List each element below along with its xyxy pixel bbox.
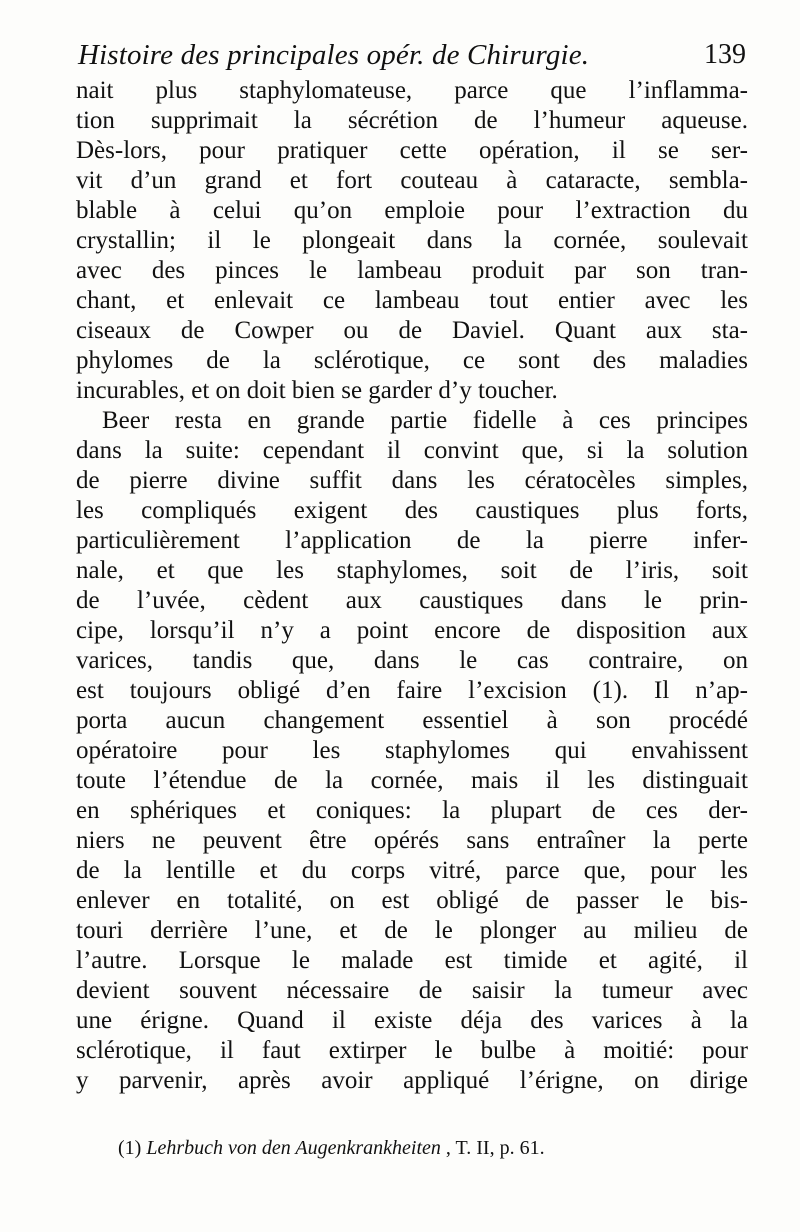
text-line: blable à celui qu’on emploie pour l’extraction du: [76, 197, 748, 224]
text-line: de l’uvée, cèdent aux caustiques dans le prin-: [76, 587, 748, 614]
text-line: y parvenir, après avoir appliqué l’érigne, on dirige: [76, 1067, 748, 1094]
text-line: crystallin; il le plongeait dans la cornée, soulevait: [76, 227, 748, 254]
text-line: sclérotique, il faut extirper le bulbe à moitié: pour: [76, 1037, 748, 1064]
text-line: opératoire pour les staphylomes qui envahissent: [76, 737, 748, 764]
text-line: les compliqués exigent des caustiques plus forts,: [76, 497, 748, 524]
text-line: phylomes de la sclérotique, ce sont des maladies: [76, 347, 748, 374]
text-line: niers ne peuvent être opérés sans entraîner la perte: [76, 827, 748, 854]
text-line: nale, et que les staphylomes, soit de l’iris, soit: [76, 557, 748, 584]
text-line: chant, et enlevait ce lambeau tout entier avec les: [76, 287, 748, 314]
text-line: particulièrement l’application de la pierre infer-: [76, 527, 748, 554]
text-line: devient souvent nécessaire de saisir la tumeur avec: [76, 977, 748, 1004]
text-line: une érigne. Quand il existe déja des varices à la: [76, 1007, 748, 1034]
text-line: de la lentille et du corps vitré, parce que, pour les: [76, 857, 748, 884]
text-line: enlever en totalité, on est obligé de passer le bis-: [76, 887, 748, 914]
text-line: nait plus staphylomateuse, parce que l’inflamma-: [76, 77, 748, 104]
text-line: en sphériques et coniques: la plupart de ces der-: [76, 797, 748, 824]
text-line: tion supprimait la sécrétion de l’humeur aqueuse.: [76, 107, 748, 134]
page-number: 139: [704, 39, 746, 70]
footnote-marker: (1): [118, 1137, 142, 1159]
text-line: avec des pinces le lambeau produit par son tran-: [76, 257, 748, 284]
text-line: porta aucun changement essentiel à son procédé: [76, 707, 748, 734]
text-line: cipe, lorsqu’il n’y a point encore de disposition aux: [76, 617, 748, 644]
page-title: Histoire des principales opér. de Chirurgie.: [78, 39, 590, 71]
text-line: incurables, et on doit bien se garder d’y toucher.: [76, 377, 558, 404]
text-line: ciseaux de Cowper ou de Daviel. Quant aux sta-: [76, 317, 748, 344]
paragraph-start-line: Beer resta en grande partie fidelle à ces principes: [102, 407, 748, 434]
text-line: dans la suite: cependant il convint que, si la solution: [76, 437, 748, 464]
text-line: de pierre divine suffit dans les cératocèles simples,: [76, 467, 748, 494]
footnote-reference: , T. II, p. 61.: [445, 1137, 545, 1159]
text-line: l’autre. Lorsque le malade est timide et agité, il: [76, 947, 748, 974]
footnote: [118, 1134, 678, 1162]
text-line: touri derrière l’une, et de le plonger au milieu de: [76, 917, 748, 944]
text-line: varices, tandis que, dans le cas contraire, on: [76, 647, 748, 674]
running-header: [78, 34, 746, 76]
text-line: vit d’un grand et fort couteau à cataracte, sembla-: [76, 167, 748, 194]
text-line: Dès-lors, pour pratiquer cette opération, il se ser-: [76, 137, 748, 164]
footnote-source: Lehrbuch von den Augenkrankheiten: [146, 1137, 441, 1159]
text-line: toute l’étendue de la cornée, mais il les distinguait: [76, 767, 748, 794]
text-line: est toujours obligé d’en faire l’excision (1). Il n’ap-: [76, 677, 748, 704]
